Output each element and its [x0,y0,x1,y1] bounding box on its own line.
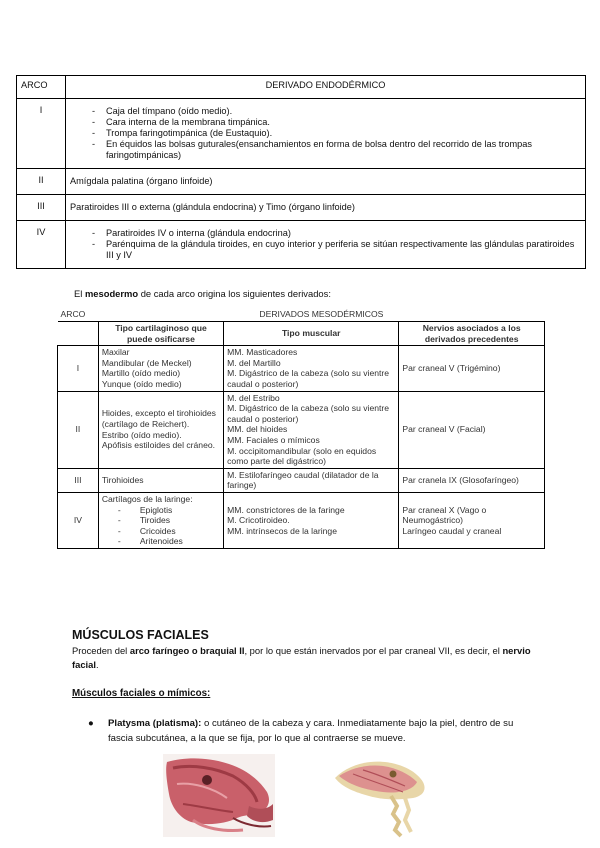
table-header-row [17,76,586,99]
table-row [17,99,586,169]
cartilago-item: Maxilar [101,347,130,358]
muscular-cell [224,492,399,548]
bullet-dot-icon: ● [88,718,94,729]
list-item: - Aritenoides [118,536,220,547]
derivado-cell: Amígdala palatina (órgano linfoide) [66,169,586,195]
arco-number: IV [58,492,99,548]
mesoderm-table [57,309,545,549]
subheading: Músculos faciales o mímicos: [72,688,211,699]
title-derivados: DERIVADOS MESODÉRMICOS [98,309,544,322]
list-item: - Cricoides [118,526,220,537]
derivado-cell [66,99,586,169]
text-bold: nervio facial [72,645,531,670]
list-item: - Trompa faringotimpánica (de Eustaquio). [92,128,581,139]
arco-number: II [17,169,66,195]
title-arco: ARCO [58,309,99,322]
cartilago-item: Martillo (oído medio) [101,368,181,379]
cartilago-item: Apófisis estiloides del cráneo. [101,440,216,451]
table-row [58,468,545,492]
nervios-cell [399,468,545,492]
nervios-cell [399,346,545,391]
text-segment: o cutáneo de la cabeza y cara. Inmediatamente bajo la piel, dentro de su fascia subcutánea, a la que se fija, por lo que al contraerse se mueve. [108,718,514,744]
header-empty [58,322,99,346]
derivado-cell [66,221,586,269]
table-row [17,169,586,195]
muscular-item: M. Estilofaríngeo caudal (dilatador de la faringe) [227,469,379,491]
list-item: - Cara interna de la membrana timpánica. [92,117,581,128]
muscular-item: M. del Martillo [227,357,281,368]
arco-number: III [58,468,99,492]
nervios-item: Par cranela IX (Glosofaríngeo) [402,475,519,486]
arco-number: I [58,346,99,391]
cartilago-item: Yunque (oído medio) [101,378,182,389]
text-segment: de cada arco origina los siguientes derivados: [138,288,331,299]
cartilago-item: Tirohioides [101,475,144,486]
text-segment: El [74,288,85,299]
section-heading: MÚSCULOS FACIALES [72,628,209,642]
table-row [58,346,545,391]
list-item: - Paratiroides IV o interna (glándula endocrina) [92,228,581,239]
nervios-item: Par craneal V (Trigémino) [402,363,501,374]
skull-illustration-image [333,752,431,838]
dissected-head-image [163,754,275,837]
arco-number: I [17,99,66,169]
muscular-item: M. del Estribo [227,392,280,403]
cartilago-item: Hioides, excepto el tirohioides (cartílago de Reichert). [101,408,216,430]
endoderm-table [16,75,586,269]
cartilago-cell [98,468,223,492]
muscular-item: MM. Masticadores [227,347,298,358]
header-nervios: Nervios asociados a los derivados precedentes [399,322,545,346]
cartilago-item: Mandibular (de Meckel) [101,357,192,368]
muscular-item: MM. intrínsecos de la laringe [227,525,337,536]
arco-number: IV [17,221,66,269]
faciales-paragraph [72,644,532,672]
text-segment: . [95,659,99,670]
mesodermo-intro [74,288,331,299]
header-cartilago: Tipo cartilaginoso que puede osificarse [98,322,223,346]
muscular-item: M. Digástrico de la cabeza (solo su vientre caudal o posterior) [227,368,390,389]
arco-number: III [17,195,66,221]
table-header-row [58,322,545,346]
text-bold: Platysma (platisma): [108,718,202,729]
header-arco: ARCO [17,76,66,99]
table-row [58,492,545,548]
nervios-cell [399,492,545,548]
text-bold: arco faríngeo o braquial II [129,645,245,656]
list-item: - En équidos las bolsas guturales(ensanchamientos en forma de bolsa dentro del recorrido de las trompas faringotimpánicas) [92,139,581,161]
nervios-item: Laríngeo caudal y craneal [402,525,502,536]
header-muscular: Tipo muscular [224,322,399,346]
muscular-item: M. Cricotiroideo. [227,515,290,526]
derivado-cell: Paratiroides III o externa (glándula endocrina) y Timo (órgano linfoide) [66,195,586,221]
cartilago-cell [98,346,223,391]
table-row [17,195,586,221]
nervios-cell [399,391,545,468]
cartilago-cell [98,492,223,548]
text-bold: mesodermo [84,288,139,299]
muscular-cell [224,346,399,391]
muscular-item: M. Digástrico de la cabeza (solo su vientre caudal o posterior) [227,403,390,424]
list-item: - Parénquima de la glándula tiroides, en cuyo interior y periferia se sitúan respectivamente las glándulas paratiroides III y IV [92,239,581,261]
table-row [17,221,586,269]
muscular-item: M. occipitomandibular (solo en equidos como parte del digástrico) [227,445,377,467]
text-segment: , por lo que están inervados por el par craneal VII, es decir, el [244,645,503,656]
arco-number: II [58,391,99,468]
muscular-item: MM. del hioides [227,424,288,435]
list-item: - Tiroides [118,515,220,526]
cartilago-heading: Cartílagos de la laringe: [101,493,193,504]
table-title-row [58,309,545,322]
header-derivado: DERIVADO ENDODÉRMICO [66,76,586,99]
muscular-cell [224,391,399,468]
text-segment: Proceden del [72,645,130,656]
nervios-item: Par craneal V (Facial) [402,424,486,435]
cartilago-item: Estribo (oído medio). [101,429,182,440]
list-item: - Epiglotis [118,505,220,516]
muscular-item: MM. constrictores de la faringe [227,504,345,515]
nervios-item: Par craneal X (Vago o Neumogástrico) [402,504,487,526]
muscular-item: MM. Faciales o mímicos [227,434,320,445]
table-row [58,391,545,468]
cartilago-cell [98,391,223,468]
list-item: - Caja del tímpano (oído medio). [92,106,581,117]
bullet-item [88,716,528,746]
muscular-cell [224,468,399,492]
